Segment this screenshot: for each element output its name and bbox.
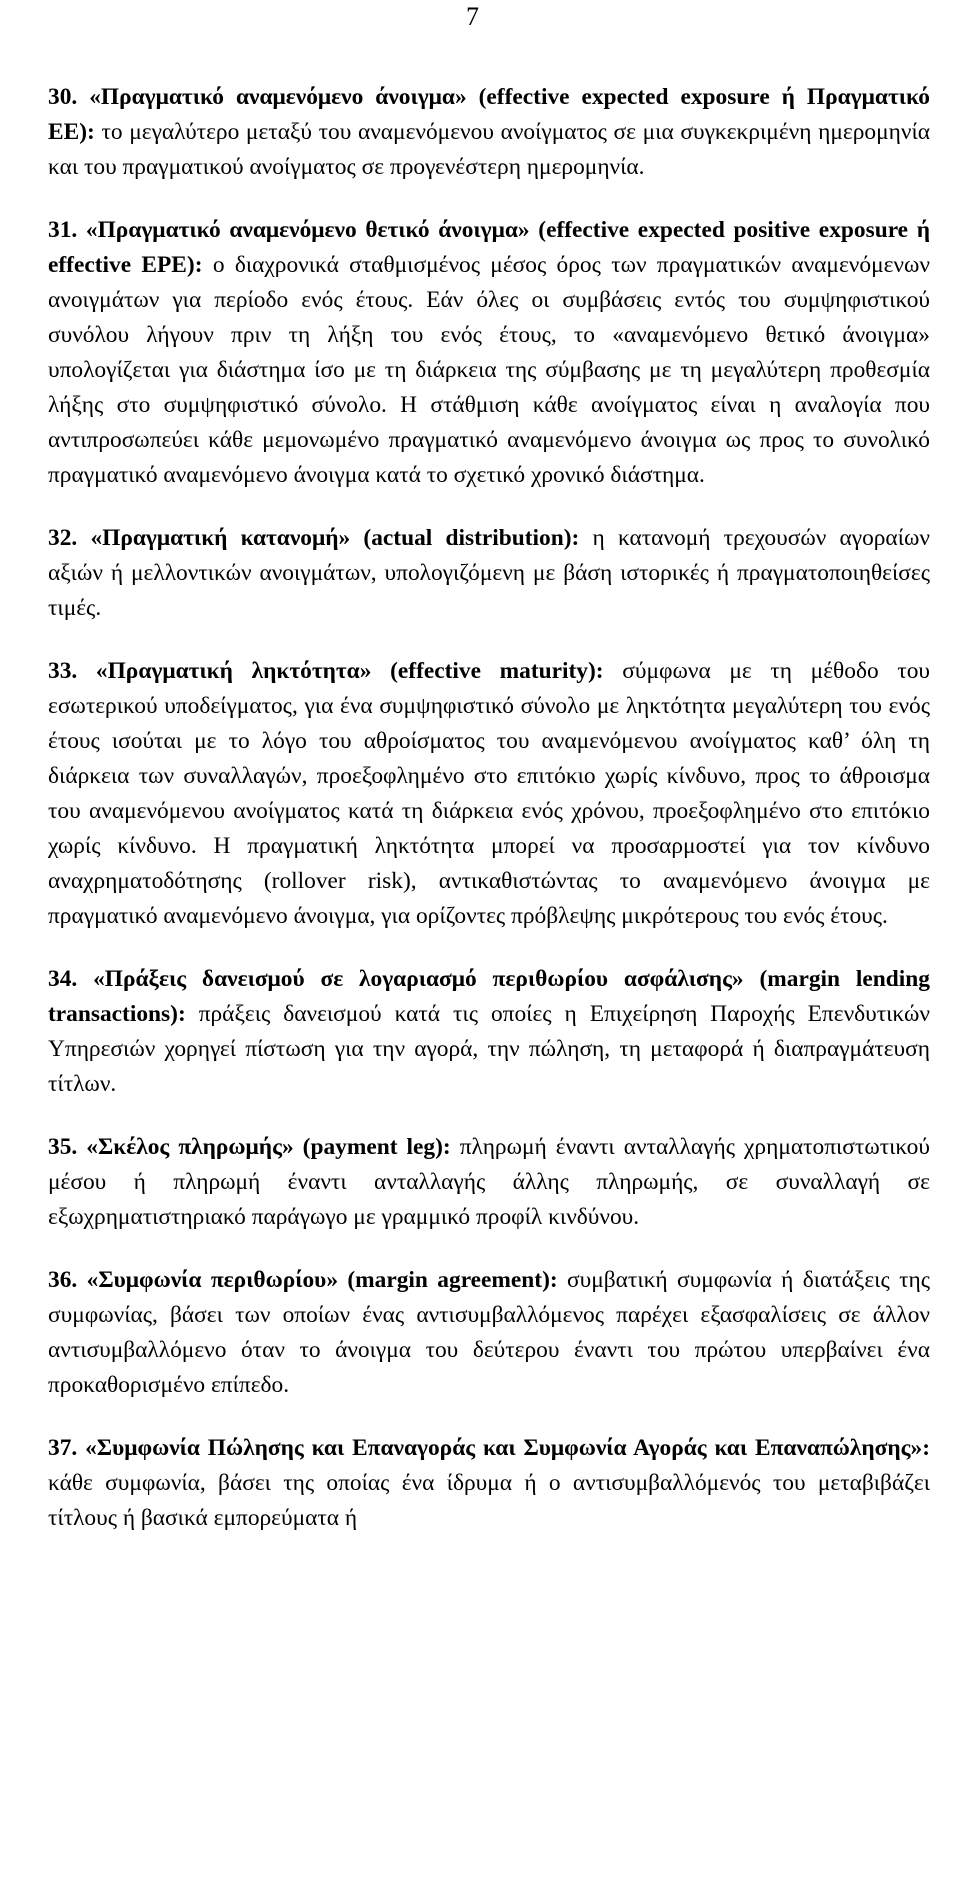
- definition-number: 35.: [48, 1134, 78, 1160]
- definition-term-english: (payment leg):: [302, 1134, 451, 1160]
- definition-term-greek: «Συμφωνία περιθωρίου»: [86, 1267, 339, 1293]
- definition-34: [48, 962, 930, 1102]
- definition-text: η κατανομή τρεχουσών αγοραίων αξιών ή μελλοντικών ανοιγμάτων, υπολογιζόμενη με βάση ιστορικές ή πραγματοποιηθείσες τιμές.: [48, 525, 930, 621]
- definition-number: 31.: [48, 217, 78, 243]
- definition-text: ο διαχρονικά σταθμισμένος μέσος όρος των πραγματικών αναμενόμενων ανοιγμάτων για περίοδο ενός έτους. Εάν όλες οι συμβάσεις εντός του συμψηφιστικού συνόλου λήγουν πριν τη λήξη του ενός έτους, το «αναμενόμενο θετικό άνοιγμα» υπολογίζεται για διάστημα ίσο με τη διάρκεια της σύμβασης με τη μεγαλύτερη προθεσμία λήξης στο συμψηφιστικό σύνολο. Η στάθμιση κάθε ανοίγματος είναι η αναλογία που αντιπροσωπεύει κάθε μεμονωμένο πραγματικό αναμενόμενο άνοιγμα ως προς το συνολικό πραγματικό αναμενόμενο άνοιγμα κατά το σχετικό χρονικό διάστημα.: [48, 252, 930, 488]
- definition-36: [48, 1263, 930, 1403]
- definition-text: σύμφωνα με τη μέθοδο του εσωτερικού υποδείγματος, για ένα συμψηφιστικό σύνολο με ληκτότητα μεγαλύτερη του ενός έτους ισούται με το λόγο του αθροίσματος του αναμενόμενου ανοίγματος καθ’ όλη τη διάρκεια των συναλλαγών, προεξοφλημένο στο επιτόκιο χωρίς κίνδυνο, προς το άθροισμα του αναμενόμενου ανοίγματος κατά τη διάρκεια ενός χρόνου, προεξοφλημένο στο επιτόκιο χωρίς κίνδυνο. Η πραγματική ληκτότητα μπορεί να προσαρμοστεί για τον κίνδυνο αναχρηματοδότησης (rollover risk), αντικαθιστώντας το αναμενόμενο άνοιγμα με πραγματικό αναμενόμενο άνοιγμα, για ορίζοντες πρόβλεψης μικρότερους του ενός έτους.: [48, 658, 930, 929]
- page-number: 7: [466, 2, 479, 31]
- definition-term-greek: «Πραγματικό αναμενόμενο θετικό άνοιγμα»: [85, 217, 530, 243]
- definition-33: [48, 654, 930, 934]
- definition-text: πράξεις δανεισμού κατά τις οποίες η Επιχείρηση Παροχής Επενδυτικών Υπηρεσιών χορηγεί πίστωση για την αγορά, την πώληση, τη μεταφορά ή διαπραγμάτευση τίτλων.: [48, 1001, 930, 1097]
- definition-term-english: (effective expected exposure ή Πραγματικό ΕΕ):: [48, 84, 930, 145]
- definition-32: [48, 521, 930, 626]
- definition-term-greek: «Πραγματική ληκτότητα»: [95, 658, 372, 684]
- definition-term-greek: «Συμφωνία Πώλησης και Επαναγοράς και Συμφωνία Αγοράς και Επαναπώλησης»:: [85, 1435, 930, 1461]
- definition-35: [48, 1130, 930, 1235]
- definition-number: 37.: [48, 1435, 78, 1461]
- definition-term-english: (actual distribution):: [363, 525, 580, 551]
- definition-term-greek: «Σκέλος πληρωμής»: [86, 1134, 294, 1160]
- definition-term-english: (margin agreement):: [347, 1267, 558, 1293]
- definition-text: πληρωμή έναντι ανταλλαγής χρηματοπιστωτικού μέσου ή πληρωμή έναντι ανταλλαγής άλλης πληρωμής, σε συναλλαγή σε εξωχρηματιστηριακό παράγωγο με γραμμικό προφίλ κινδύνου.: [48, 1134, 930, 1230]
- definition-term-english: (margin lending transactions):: [48, 966, 930, 1027]
- definition-text: κάθε συμφωνία, βάσει της οποίας ένα ίδρυμα ή ο αντισυμβαλλόμενός του μεταβιβάζει τίτλους ή βασικά εμπορεύματα ή: [48, 1470, 930, 1531]
- definition-number: 36.: [48, 1267, 78, 1293]
- definition-term-greek: «Πράξεις δανεισμού σε λογαριασμό περιθωρίου ασφάλισης»: [93, 966, 744, 992]
- definitions-list: [48, 80, 930, 1564]
- definition-term-greek: «Πραγματικό αναμενόμενο άνοιγμα»: [89, 84, 467, 110]
- definition-text: συμβατική συμφωνία ή διατάξεις της συμφωνίας, βάσει των οποίων ένας αντισυμβαλλόμενος παρέχει εξασφαλίσεις σε άλλον αντισυμβαλλόμενο όταν το άνοιγμα του δεύτερου έναντι του πρώτου υπερβαίνει ένα προκαθορισμένο επίπεδο.: [48, 1267, 930, 1398]
- definition-37: [48, 1431, 930, 1536]
- definition-number: 32.: [48, 525, 78, 551]
- definition-term-english: (effective maturity):: [390, 658, 604, 684]
- definition-number: 34.: [48, 966, 78, 992]
- definition-31: [48, 213, 930, 493]
- definition-number: 33.: [48, 658, 78, 684]
- definition-term-english: (effective expected positive exposure ή effective EPE):: [48, 217, 930, 278]
- definition-term-greek: «Πραγματική κατανομή»: [90, 525, 351, 551]
- definition-30: [48, 80, 930, 185]
- definition-number: 30.: [48, 84, 78, 110]
- definition-text: το μεγαλύτερο μεταξύ του αναμενόμενου ανοίγματος σε μια συγκεκριμένη ημερομηνία και του πραγματικού ανοίγματος σε προγενέστερη ημερομηνία.: [48, 119, 930, 180]
